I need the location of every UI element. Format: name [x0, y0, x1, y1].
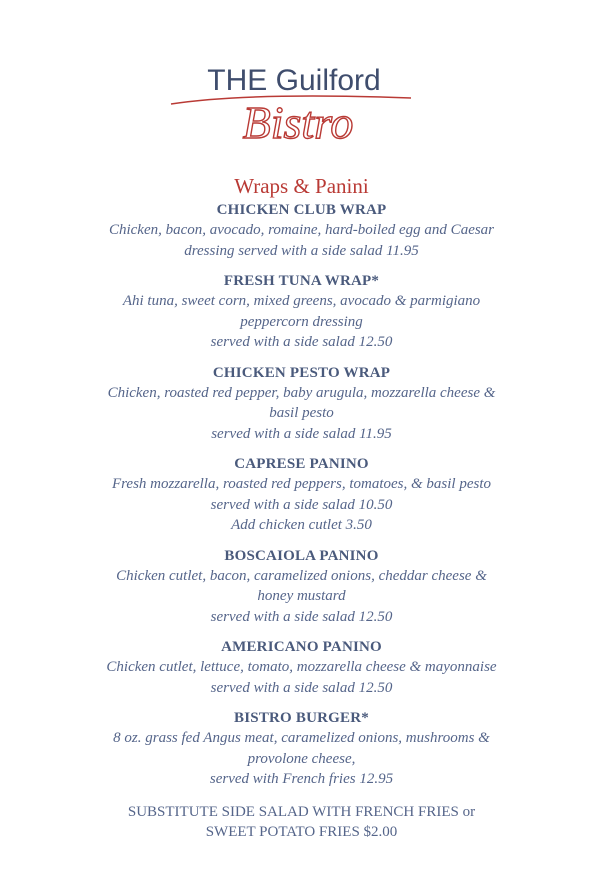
menu-item-description-line: served with a side salad 10.50 — [210, 496, 393, 513]
menu-item-name: AMERICANO PANINO — [221, 639, 382, 655]
logo-svg — [163, 58, 425, 150]
menu-item-description-line: Fresh mozzarella, roasted red peppers, tomatoes, & basil pesto — [111, 476, 491, 492]
menu-item-description-line: dressing served with a side salad 11.95 — [184, 242, 419, 259]
menu-item — [0, 546, 603, 628]
menu-item — [0, 363, 603, 445]
guilford-bistro-logo — [163, 58, 425, 150]
footer-line-1: SUBSTITUTE SIDE SALAD WITH FRENCH FRIES or — [127, 804, 476, 820]
menu-item-description-line: Chicken cutlet, lettuce, tomato, mozzarella cheese & mayonnaise — [106, 659, 497, 675]
menu-item — [0, 271, 603, 353]
logo-line1: THE Guilford — [207, 64, 381, 97]
logo-line2: Bistro — [242, 97, 354, 148]
menu-item-description-line: basil pesto — [269, 405, 334, 421]
menu-item — [0, 200, 603, 261]
menu-item-description-line: served with a side salad 12.50 — [210, 608, 393, 625]
menu-list — [0, 200, 603, 800]
menu-item-description-line: Chicken, bacon, avocado, romaine, hard-boiled egg and Caesar — [108, 222, 495, 238]
menu-item-description-line: served with a side salad 11.95 — [211, 425, 392, 442]
menu-item-name: CHICKEN PESTO WRAP — [212, 364, 391, 381]
footer-line-2: SWEET POTATO FRIES $2.00 — [205, 824, 398, 840]
menu-item-description-line: 8 oz. grass fed Angus meat, caramelized onions, mushrooms & — [113, 730, 490, 746]
menu-item-description-line: Add chicken cutlet 3.50 — [231, 517, 372, 533]
menu-item-description-line: Chicken, roasted red pepper, baby arugula, mozzarella cheese & — [107, 384, 496, 401]
substitution-note — [0, 802, 603, 842]
menu-item-description-line: served with a side salad 12.50 — [210, 334, 393, 350]
menu-item-name: BISTRO BURGER* — [234, 710, 369, 726]
menu-item-name: FRESH TUNA WRAP* — [223, 273, 380, 289]
menu-item-description-line: provolone cheese, — [247, 750, 356, 767]
menu-item — [0, 637, 603, 698]
section-title: Wraps & Panini — [234, 174, 369, 198]
menu-item-name: CHICKEN CLUB WRAP — [216, 202, 387, 218]
menu-item-description-line: Chicken cutlet, bacon, caramelized onions, cheddar cheese & — [116, 567, 487, 584]
menu-item-name: CAPRESE PANINO — [234, 456, 369, 472]
menu-item-name: BOSCAIOLA PANINO — [224, 547, 379, 564]
menu-item — [0, 454, 603, 536]
menu-item-description-line: served with French fries 12.95 — [209, 771, 394, 787]
menu-item — [0, 708, 603, 790]
menu-item-description-line: peppercorn dressing — [240, 313, 363, 330]
menu-item-description-line: honey mustard — [257, 588, 346, 604]
menu-item-description-line: served with a side salad 12.50 — [210, 679, 393, 696]
menu-item-description-line: Ahi tuna, sweet corn, mixed greens, avocado & parmigiano — [122, 293, 481, 309]
